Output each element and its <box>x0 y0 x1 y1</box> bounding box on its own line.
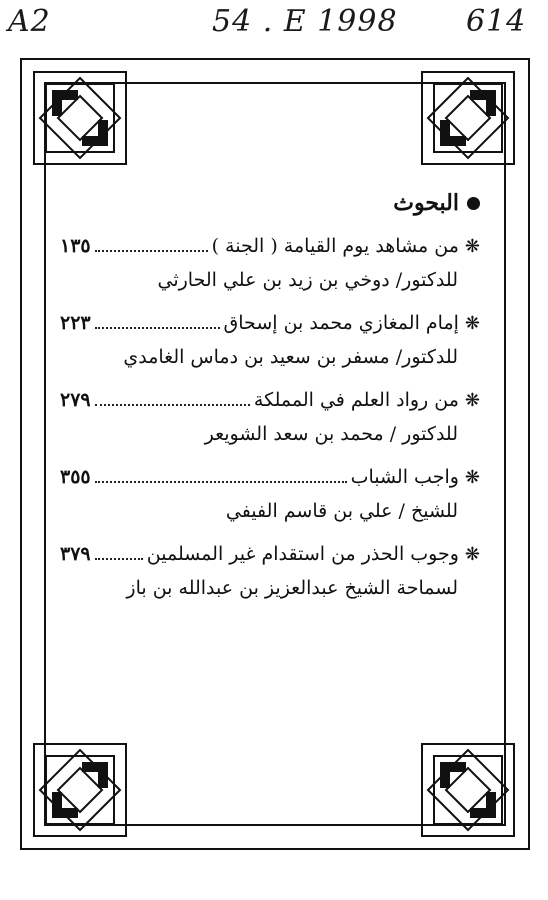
toc-entry-title-line <box>60 538 480 571</box>
toc-entry <box>60 230 480 297</box>
handwritten-date: 54 . E 1998 <box>212 4 398 39</box>
star-icon: ❋ <box>464 467 480 488</box>
star-icon: ❋ <box>464 544 480 565</box>
toc-entry-page: ٢٧٩ <box>60 389 91 411</box>
toc-entry-title: من رواد العلم في المملكة <box>253 389 459 411</box>
toc-entry-page: ٣٥٥ <box>60 466 91 488</box>
toc-entry-title: واجب الشباب <box>350 466 459 488</box>
toc-entry-page: ٣٧٩ <box>60 543 91 565</box>
star-icon: ❋ <box>464 313 480 334</box>
toc-entry-author: لسماحة الشيخ عبدالعزيز بن عبدالله بن باز <box>126 577 458 599</box>
bullet-icon <box>467 197 480 210</box>
corner-ornament-top-left <box>32 70 128 166</box>
star-icon: ❋ <box>464 236 480 257</box>
toc-entry-title-line <box>60 461 480 494</box>
star-icon: ❋ <box>464 390 480 411</box>
toc-entry <box>60 538 480 605</box>
toc-entry-title-line <box>60 384 480 417</box>
corner-ornament-top-right <box>420 70 516 166</box>
dot-leader <box>95 404 250 406</box>
toc-entry <box>60 307 480 374</box>
toc-entry <box>60 384 480 451</box>
corner-ornament-bottom-left <box>32 742 128 838</box>
table-of-contents <box>60 190 480 615</box>
dot-leader <box>95 250 208 252</box>
toc-entry-page: ٢٢٣ <box>60 312 91 334</box>
toc-entry-author: للشيخ / علي بن قاسم الفيفي <box>225 500 458 522</box>
toc-entry-title: من مشاهد يوم القيامة ( الجنة ) <box>211 235 459 257</box>
toc-entry-title-line <box>60 307 480 340</box>
toc-entry-author: للدكتور/ مسفر بن سعيد بن دماس الغامدي <box>123 346 458 368</box>
toc-entry-title: وجوب الحذر من استقدام غير المسلمين <box>146 543 459 565</box>
toc-entry-title: إمام المغازي محمد بن إسحاق <box>223 312 459 334</box>
toc-entry-page: ١٣٥ <box>60 235 91 257</box>
dot-leader <box>95 481 347 483</box>
toc-entry-title-line <box>60 230 480 263</box>
handwritten-number-right: 614 <box>466 4 527 39</box>
dot-leader <box>95 558 143 560</box>
corner-ornament-bottom-right <box>420 742 516 838</box>
handwritten-code-left: A2 <box>8 4 51 39</box>
section-heading-text: البحوث <box>393 190 459 216</box>
toc-entry <box>60 461 480 528</box>
toc-entry-author: للدكتور / محمد بن سعد الشويعر <box>204 423 458 445</box>
dot-leader <box>95 327 220 329</box>
section-heading <box>60 190 480 216</box>
toc-entry-author: للدكتور/ دوخي بن زيد بن علي الحارثي <box>157 269 458 291</box>
